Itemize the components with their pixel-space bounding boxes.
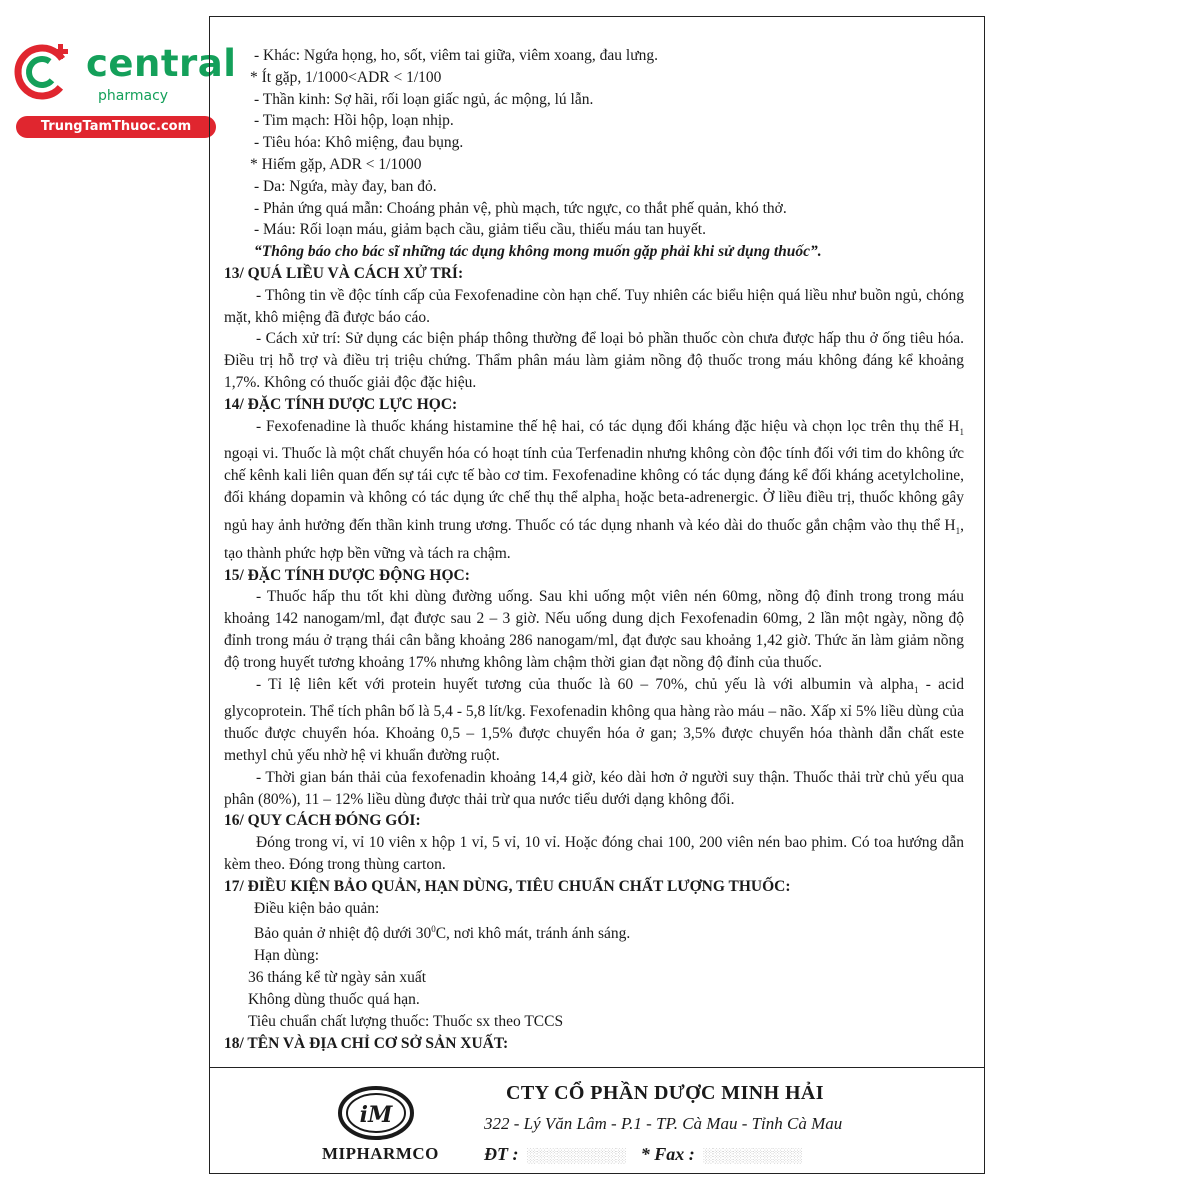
paragraph: - Fexofenadine là thuốc kháng histamine thế hệ hai, có tác dụng đối kháng đặc hiệu và chọn lọc trên thụ thể $H_1$ ngoại vi. Thuốc là một chất chuyển hóa có hoạt tính của Terfenadin nhưng không còn độc tính đối với tim do không ức chế kênh kali liên quan đến sự tái cực tế bào cơ tim. Fexofenadine không có tác dụng đáng kể đối kháng acetylcholine, đối kháng dopamin và không có tác dụng ức chế thụ thể alpha$_1$ hoặc beta-adrenergic. Ở liều điều trị, thuốc không gây ngủ hay ảnh hưởng đến thần kinh trung ương. Thuốc có tác dụng nhanh và kéo dài do thuốc gắn chậm vào thụ thể $H_1$, tạo thành phức hợp bền vững và tách ra chậm. — [224, 417, 964, 562]
side-effect-frequency: * Hiếm gặp, ADR < 1/1000 — [250, 155, 422, 173]
watermark-logo — [6, 34, 237, 138]
company-address: 322 - Lý Văn Lâm - P.1 - TP. Cà Mau - Tỉnh Cà Mau — [484, 1114, 843, 1133]
storage-line: Bảo quản ở nhiệt độ dưới $30^0C$, nơi khô mát, tránh ánh sáng. — [254, 924, 631, 943]
brand-name: MIPHARMCO — [322, 1144, 439, 1163]
watermark-sub: pharmacy — [98, 88, 169, 104]
contact-line — [484, 1144, 802, 1165]
paragraph: - Cách xử trí: Sử dụng các biện pháp thông thường để loại bỏ phần thuốc còn chưa được hấp thu ở ống tiêu hóa. Điều trị hỗ trợ và điều trị triệu chứng. Thẩm phân máu làm giảm nồng độ thuốc trong máu không đáng kể khoảng 1,7%. Không có thuốc giải độc đặc hiệu. — [224, 330, 964, 391]
company-name: CTY CỔ PHẦN DƯỢC MINH HẢI — [506, 1082, 824, 1104]
side-effect-line: - Tiêu hóa: Khô miệng, đau bụng. — [254, 134, 464, 152]
paragraph: - Thông tin về độc tính cấp của Fexofenadine còn hạn chế. Tuy nhiên các biểu hiện quá liều như buồn ngủ, chóng mặt, khô miệng đã được báo cáo. — [224, 286, 964, 326]
paragraph: - Thời gian bán thải của fexofenadin khoảng 14,4 giờ, kéo dài hơn ở người suy thận. Thuốc thải trừ chủ yếu qua phân (80%), 11 – 12% liều dùng được thải trừ qua nước tiểu dưới dạng không đổi. — [224, 768, 964, 808]
fax-redacted: ░░░░░░░░░░ — [699, 1149, 802, 1164]
doctor-notice: “Thông báo cho bác sĩ những tác dụng không mong muốn gặp phải khi sử dụng thuốc”. — [254, 243, 822, 261]
storage-line: Hạn dùng: — [254, 947, 320, 965]
manufacturer-footer — [210, 1067, 984, 1174]
watermark-site: TrungTamThuoc.com — [16, 116, 216, 138]
storage-line: Không dùng thuốc quá hạn. — [248, 991, 420, 1008]
section-heading-15: 15/ ĐẶC TÍNH DƯỢC ĐỘNG HỌC: — [224, 566, 470, 584]
side-effect-line: - Tim mạch: Hồi hộp, loạn nhịp. — [254, 112, 454, 130]
phone-label: ĐT : — [484, 1144, 519, 1164]
storage-line: Tiêu chuẩn chất lượng thuốc: Thuốc sx theo TCCS — [248, 1012, 564, 1030]
storage-line: Điều kiện bảo quản: — [254, 899, 380, 917]
paragraph: Đóng trong vỉ, vỉ 10 viên x hộp 1 vỉ, 5 vỉ, 10 vỉ. Hoặc đóng chai 100, 200 viên nén bao phim. Có toa hướng dẫn kèm theo. Đóng trong thùng carton. — [224, 834, 964, 874]
side-effect-line: - Phản ứng quá mẫn: Choáng phản vệ, phù mạch, tức ngực, co thắt phế quản, khó thở. — [254, 199, 787, 217]
paragraph: - Tỉ lệ liên kết với protein huyết tương của thuốc là 60 – 70%, chủ yếu là với albumin và alpha$_1$ - acid glycoprotein. Thể tích phân bố là 5,4 - 5,8 lít/kg. Fexofenadin không qua hàng rào máu – não. Xấp xỉ 5% liều dùng của thuốc được chuyển hóa. Khoảng 0,5 – 1,5% được chuyển hóa ở gan; 3,5% được chuyển hóa thành dẫn chất este methyl chủ yếu nhờ hệ vi khuẩn đường ruột. — [224, 675, 964, 765]
storage-line: 36 tháng kể từ ngày sản xuất — [248, 969, 427, 987]
section-heading-13: 13/ QUÁ LIỀU VÀ CÁCH XỬ TRÍ: — [224, 264, 464, 282]
section-heading-14: 14/ ĐẶC TÍNH DƯỢC LỰC HỌC: — [224, 395, 458, 413]
section-heading-16: 16/ QUY CÁCH ĐÓNG GÓI: — [224, 812, 421, 830]
section-heading-18: 18/ TÊN VÀ ĐỊA CHỈ CƠ SỞ SẢN XUẤT: — [224, 1034, 509, 1052]
side-effect-line: - Thần kinh: Sợ hãi, rối loạn giấc ngủ, ác mộng, lú lẫn. — [254, 90, 594, 108]
svg-text:iM: iM — [359, 1102, 393, 1128]
document-content — [210, 45, 984, 1054]
side-effect-line: - Da: Ngứa, mày đay, ban đỏ. — [254, 177, 437, 195]
phone-redacted: ░░░░░░░░░░ — [523, 1149, 637, 1164]
paragraph: - Thuốc hấp thu tốt khi dùng đường uống. Sau khi uống một viên nén 60mg, nồng độ đỉnh trong trong máu khoảng 142 nanogam/ml, đạt được sau 2 – 3 giờ. Nếu uống dung dịch Fexofenadin 60mg, 2 lần một ngày, nồng độ đỉnh trong máu ở trạng thái cân bằng khoảng 286 nanogam/ml, đạt được sau khoảng 1,42 giờ. Thức ăn làm giảm nồng độ trong huyết tương khoảng 17% nhưng không làm chậm thời gian đạt nồng độ đỉnh của thuốc. — [224, 588, 964, 671]
watermark-brand: central — [86, 42, 237, 85]
central-pharmacy-logo-icon — [12, 40, 74, 102]
section-heading-17: 17/ ĐIỀU KIỆN BẢO QUẢN, HẠN DÙNG, TIÊU CHUẨN CHẤT LƯỢNG THUỐC: — [224, 877, 791, 895]
fax-label: * Fax : — [640, 1144, 695, 1164]
document-page — [209, 16, 985, 1174]
side-effect-line: - Khác: Ngứa họng, ho, sốt, viêm tai giữa, viêm xoang, đau lưng. — [254, 47, 659, 64]
side-effect-line: - Máu: Rối loạn máu, giảm bạch cầu, giảm tiểu cầu, thiếu máu tan huyết. — [254, 221, 706, 239]
side-effect-frequency: * Ít gặp, 1/1000<ADR < 1/100 — [250, 68, 442, 86]
mipharmco-logo-icon — [336, 1084, 416, 1142]
